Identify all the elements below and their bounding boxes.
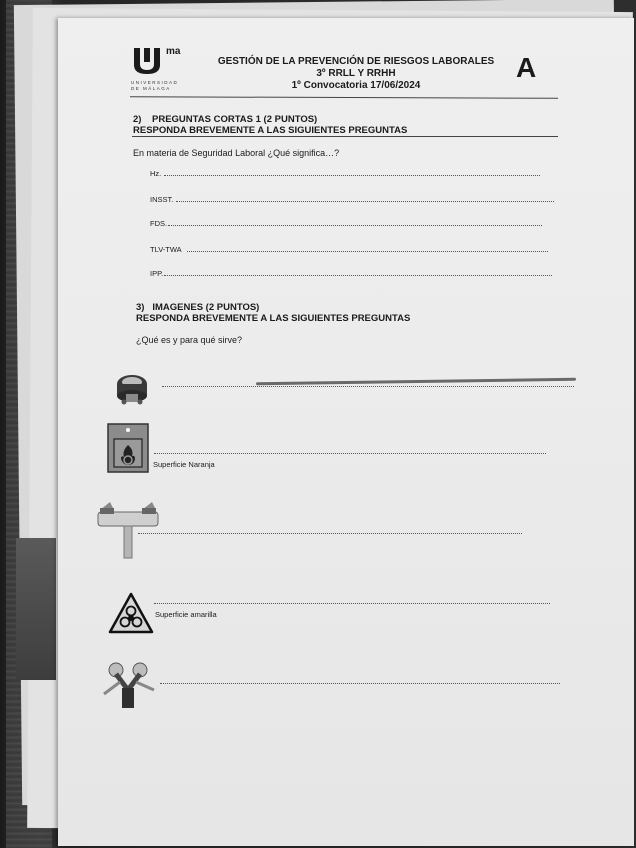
exam-title-block [206,56,506,92]
answer-row-insst[interactable] [150,190,554,204]
oxidizer-sign-icon [107,423,149,473]
answer-row-tlv-twa[interactable] [150,240,548,254]
section2-divider [132,136,558,137]
exam-subject: 3º RRLL Y RRHH [316,68,396,79]
answer-line-4[interactable] [154,603,550,604]
section3-title: 3) IMAGENES (2 PUNTOS) [136,302,260,313]
logo-university: UNIVERSIDAD DE MÁLAGA [131,80,179,91]
section2-title: 2) PREGUNTAS CORTAS 1 (2 PUNTOS) [133,114,318,125]
hose-clamp-icon [112,370,152,406]
section2-heading [133,114,407,136]
abbr-label: INSST. [150,195,174,204]
answer-line-2[interactable] [154,453,546,454]
answer-line[interactable] [176,201,554,202]
abbr-label: Hz. [150,169,162,178]
answer-line-1[interactable] [162,386,574,387]
abbr-label: IPP. [150,269,164,278]
image-caption-4: Superficie amarilla [155,610,217,619]
exam-title: GESTIÓN DE LA PREVENCIÓN DE RIESGOS LABORALES [217,56,495,67]
answer-line[interactable] [164,275,552,276]
emergency-shower-valve-icon [100,660,156,710]
answer-row-hz[interactable] [150,164,540,178]
answer-line[interactable] [187,251,548,252]
exam-version-letter: A [516,52,537,83]
section2-instructions: RESPONDA BREVEMENTE A LAS SIGUIENTES PREGUNTAS [133,125,408,136]
eyewash-station-icon [96,500,160,560]
biohazard-sign-icon [108,592,154,634]
image-caption-2: Superficie Naranja [153,460,215,469]
answer-line[interactable] [164,175,540,176]
exam-date: 1º Convocatoria 17/06/2024 [291,80,421,91]
answer-line-5[interactable] [160,683,560,684]
section3-instructions: RESPONDA BREVEMENTE A LAS SIGUIENTES PREGUNTAS [136,313,411,324]
section3-prompt: ¿Qué es y para qué sirve? [136,335,243,345]
answer-line[interactable] [168,225,542,226]
university-logo-icon [132,46,166,74]
abbr-label: FDS. [150,219,168,228]
logo-text: ma [166,46,181,57]
answer-row-ipp[interactable] [150,264,552,278]
section2-prompt: En materia de Seguridad Laboral ¿Qué significa…? [133,148,340,158]
answer-line-3[interactable] [138,533,522,534]
section3-heading [136,302,410,324]
underlying-photo [16,538,56,680]
answer-row-fds[interactable] [150,214,542,228]
abbr-label: TLV-TWA [150,245,182,254]
